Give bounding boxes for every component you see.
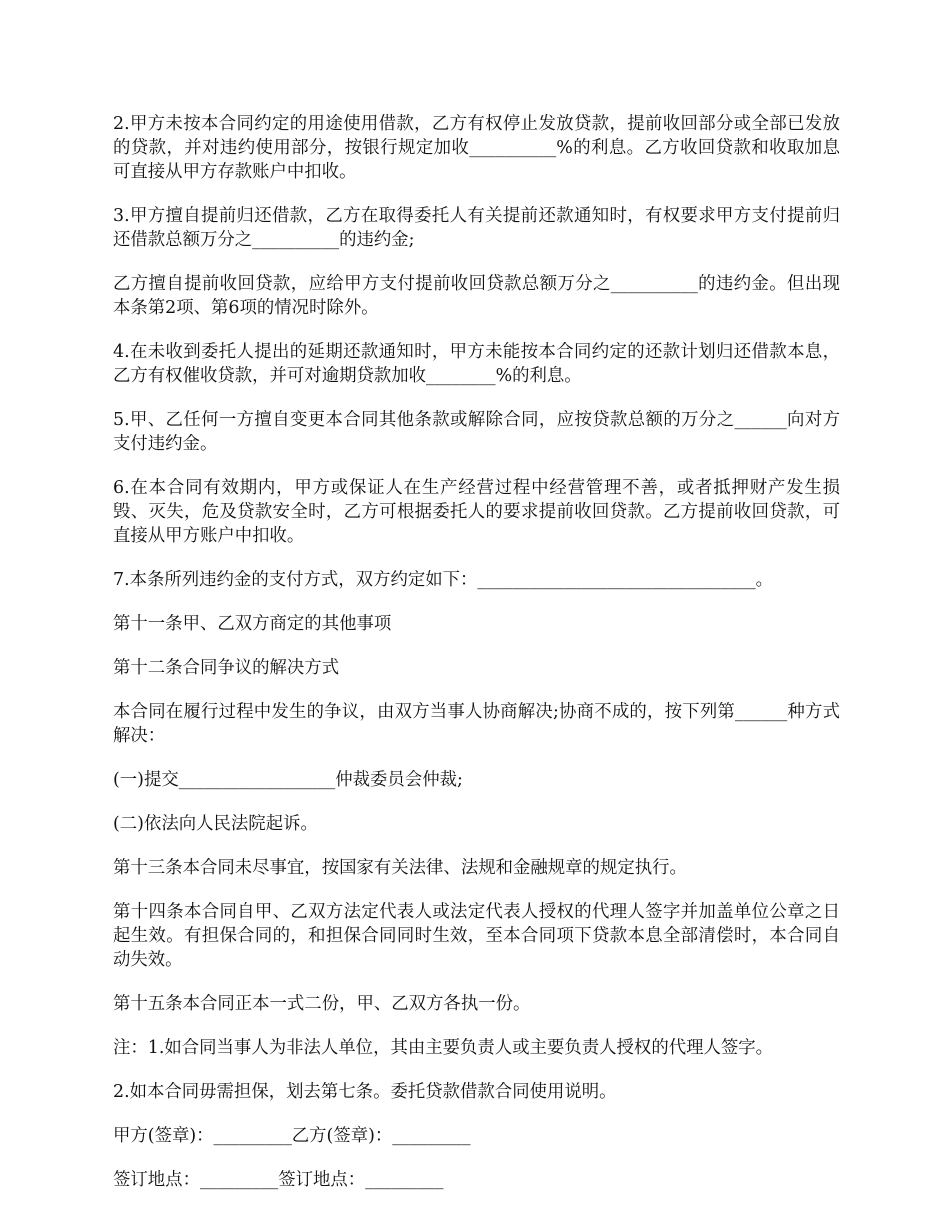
note-1: 注：1.如合同当事人为非法人单位，其由主要负责人或主要负责人授权的代理人签字。 [113, 1038, 774, 1058]
clause-5-unilateral-change: 5.甲、乙任何一方擅自变更本合同其他条款或解除合同，应按贷款总额的万分之______向对方支付违约金。 [113, 410, 840, 454]
dispute-resolution: 本合同在履行过程中发生的争议，由双方当事人协商解决;协商不成的，按下列第______种方式解决： [113, 702, 840, 746]
signature-line: 甲方(签章)：_________乙方(签章)：_________ [113, 1126, 471, 1146]
clause-4-overdue: 4.在未收到委托人提出的延期还款通知时，甲方未能按本合同约定的还款计划归还借款本息，乙方有权催收贷款，并可对逾期贷款加收________%的利息。 [113, 342, 840, 386]
article-11-heading: 第十一条甲、乙双方商定的其他事项 [113, 614, 392, 634]
clause-7-payment-method: 7.本条所列违约金的支付方式，双方约定如下：________________________________。 [113, 570, 774, 590]
note-2: 2.如本合同毋需担保，划去第七条。委托贷款借款合同使用说明。 [113, 1082, 617, 1102]
article-14: 第十四条本合同自甲、乙双方法定代表人或法定代表人授权的代理人签字并加盖单位公章之日起生效。有担保合同的，和担保合同同时生效，至本合同项下贷款本息全部清偿时，本合同自动失效。 [113, 902, 840, 970]
signing-location-line: 签订地点：_________签订地点：_________ [113, 1170, 444, 1190]
clause-6-recall: 6.在本合同有效期内，甲方或保证人在生产经营过程中经营管理不善，或者抵押财产发生损毁、灭失，危及贷款安全时，乙方可根据委托人的要求提前收回贷款。乙方提前收回贷款，可直接从甲方账户中扣收。 [113, 478, 840, 546]
document-body [113, 112, 840, 1212]
clause-3-early-recall: 乙方擅自提前收回贷款，应给甲方支付提前收回贷款总额万分之__________的违约金。但出现本条第2项、第6项的情况时除外。 [113, 274, 840, 318]
clause-2-misuse-penalty: 2.甲方未按本合同约定的用途使用借款，乙方有权停止发放贷款，提前收回部分或全部已发放的贷款，并对违约使用部分，按银行规定加收__________%的利息。乙方收回贷款和收取加息可直接从甲方存款账户中扣收。 [113, 114, 840, 182]
option-arbitration: (一)提交__________________仲裁委员会仲裁; [113, 770, 463, 790]
article-15: 第十五条本合同正本一式二份，甲、乙双方各执一份。 [113, 994, 531, 1014]
clause-3-early-repayment: 3.甲方擅自提前归还借款，乙方在取得委托人有关提前还款通知时，有权要求甲方支付提前归还借款总额万分之__________的违约金; [113, 206, 840, 250]
article-13: 第十三条本合同未尽事宜，按国家有关法律、法规和金融规章的规定执行。 [113, 858, 687, 878]
article-12-heading: 第十二条合同争议的解决方式 [113, 658, 340, 678]
option-court: (二)依法向人民法院起诉。 [113, 814, 318, 834]
